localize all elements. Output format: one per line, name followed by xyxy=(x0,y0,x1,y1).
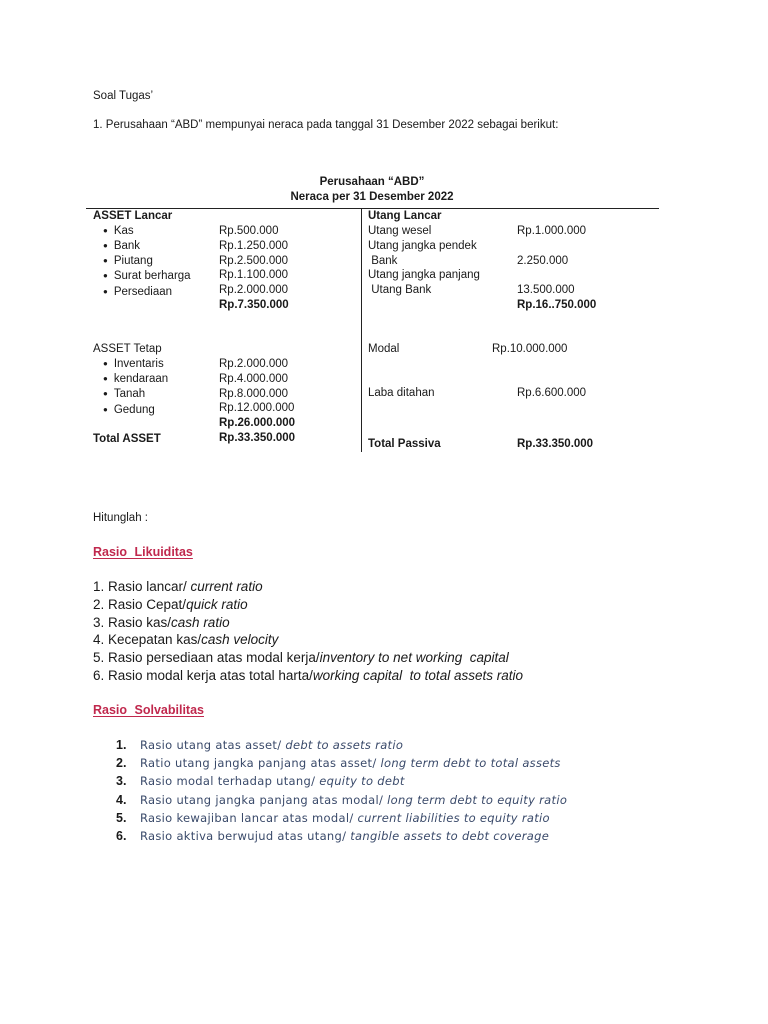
liquidity-heading: Rasio Likuiditas xyxy=(93,545,193,559)
solvency-heading: Rasio Solvabilitas xyxy=(93,703,204,717)
current-assets-total: Rp.7.350.000 xyxy=(219,299,289,311)
list-number: 6. xyxy=(116,829,127,844)
ratio-en-text: current ratio xyxy=(190,579,263,594)
asset-value-kas: Rp.500.000 xyxy=(219,225,279,237)
list-item xyxy=(116,791,567,809)
ratio-id-text: Rasio aktiva berwujud atas utang/ xyxy=(140,829,351,844)
total-passiva-value: Rp.33.350.000 xyxy=(517,438,594,450)
ratio-en-text: current liabilities to equity ratio xyxy=(357,810,550,825)
liability-label-utang-jangka-pendek: Utang jangka pendek xyxy=(368,240,477,252)
asset-value-bank: Rp.1.250.000 xyxy=(219,240,289,252)
list-number: 2. xyxy=(116,756,127,771)
asset-label-kendaraan: ● kendaraan xyxy=(103,373,168,385)
list-number: 4. xyxy=(116,792,127,807)
fixed-assets-total: Rp.26.000.000 xyxy=(219,417,296,429)
list-item xyxy=(93,649,523,667)
asset-label-kas: ● Kas xyxy=(103,225,134,237)
asset-value-tanah: Rp.8.000.000 xyxy=(219,388,289,400)
liability-label-utang-wesel: Utang wesel xyxy=(368,225,432,237)
ratio-id-text: Rasio utang jangka panjang atas modal/ xyxy=(140,792,388,807)
table-divider xyxy=(361,208,362,452)
liability-value-utang-wesel: Rp.1.000.000 xyxy=(517,225,587,237)
ratio-en-text: inventory to net working capital xyxy=(319,650,509,666)
equity-label: Modal xyxy=(368,343,400,355)
list-item xyxy=(93,667,523,685)
equity-value: Rp.10.000.000 xyxy=(492,343,568,355)
list-item xyxy=(116,809,567,827)
liability-value-utang-bank: 13.500.000 xyxy=(517,284,575,296)
liability-label-utang-jangka-panjang: Utang jangka panjang xyxy=(368,269,480,281)
list-item xyxy=(93,631,523,649)
total-assets-label: Total ASSET xyxy=(93,433,161,445)
asset-label-surat-berharga: ● Surat berharga xyxy=(103,270,191,282)
liability-label-bank: Bank xyxy=(368,255,398,267)
ratio-id-text: Ratio utang jangka panjang atas asset/ xyxy=(140,756,381,771)
list-number: 5. xyxy=(116,810,127,825)
ratio-id-text: 2. Rasio Cepat/ xyxy=(93,596,187,612)
ratio-en-text: quick ratio xyxy=(186,596,248,612)
asset-label-bank: ● Bank xyxy=(103,240,140,252)
liquidity-list xyxy=(93,578,523,685)
question-text: 1. Perusahaan “ABD” mempunyai neraca pada tanggal 31 Desember 2022 sebagai berikut: xyxy=(93,119,559,131)
ratio-id-text: Rasio utang atas asset/ xyxy=(140,738,286,752)
ratio-en-text: working capital to total assets ratio xyxy=(312,667,523,683)
ratio-en-text: long term debt to equity ratio xyxy=(387,792,568,807)
list-item xyxy=(116,827,567,845)
fixed-assets-heading: ASSET Tetap xyxy=(93,343,162,355)
current-liabilities-heading: Utang Lancar xyxy=(368,210,442,222)
list-item xyxy=(116,772,567,790)
retained-earnings-label: Laba ditahan xyxy=(368,387,435,399)
current-liabilities-total: Rp.16..750.000 xyxy=(517,299,597,311)
asset-value-kendaraan: Rp.4.000.000 xyxy=(219,373,289,385)
ratio-en-text: debt to assets ratio xyxy=(285,738,404,752)
ratio-en-text: long term debt to total assets xyxy=(380,756,561,771)
ratio-id-text: 5. Rasio persediaan atas modal kerja/ xyxy=(93,650,320,666)
ratio-id-text: 1. Rasio lancar/ xyxy=(93,579,191,594)
list-item xyxy=(116,754,567,772)
list-number: 1. xyxy=(116,738,127,752)
balance-sheet-subtitle: Neraca per 31 Desember 2022 xyxy=(290,191,454,203)
liability-value-bank: 2.250.000 xyxy=(517,255,569,267)
list-item xyxy=(93,614,523,632)
ratio-en-text: cash ratio xyxy=(171,614,230,630)
ratio-id-text: Rasio modal terhadap utang/ xyxy=(140,774,320,789)
page-title: Soal Tugas’ xyxy=(93,90,154,102)
asset-value-surat-berharga: Rp.1.100.000 xyxy=(219,269,289,281)
table-top-rule xyxy=(86,208,659,209)
ratio-en-text: equity to debt xyxy=(319,774,405,789)
list-item xyxy=(93,596,523,614)
current-assets-heading: ASSET Lancar xyxy=(93,210,173,222)
asset-value-inventaris: Rp.2.000.000 xyxy=(219,358,289,370)
list-item xyxy=(116,736,567,754)
list-item xyxy=(93,578,523,596)
instruction-text: Hitunglah : xyxy=(93,512,148,524)
ratio-en-text: cash velocity xyxy=(201,632,279,648)
retained-earnings-value: Rp.6.600.000 xyxy=(517,387,587,399)
asset-value-gedung: Rp.12.000.000 xyxy=(219,402,295,414)
liability-label-utang-bank: Utang Bank xyxy=(368,284,432,296)
asset-label-gedung: ● Gedung xyxy=(103,404,155,416)
total-assets-value: Rp.33.350.000 xyxy=(219,432,296,444)
asset-value-persediaan: Rp.2.000.000 xyxy=(219,284,289,296)
list-number: 3. xyxy=(116,774,127,789)
ratio-id-text: 4. Kecepatan kas/ xyxy=(93,632,202,648)
asset-label-piutang: ● Piutang xyxy=(103,255,153,267)
ratio-id-text: 6. Rasio modal kerja atas total harta/ xyxy=(93,667,313,683)
ratio-en-text: tangible assets to debt coverage xyxy=(350,829,550,844)
asset-label-persediaan: ● Persediaan xyxy=(103,286,172,298)
asset-value-piutang: Rp.2.500.000 xyxy=(219,255,289,267)
total-passiva-label: Total Passiva xyxy=(368,438,441,450)
solvency-list xyxy=(116,736,567,845)
ratio-id-text: 3. Rasio kas/ xyxy=(93,614,172,630)
asset-label-tanah: ● Tanah xyxy=(103,388,145,400)
asset-label-inventaris: ● Inventaris xyxy=(103,358,164,370)
ratio-id-text: Rasio kewajiban lancar atas modal/ xyxy=(140,810,358,825)
company-name: Perusahaan “ABD” xyxy=(319,176,425,188)
